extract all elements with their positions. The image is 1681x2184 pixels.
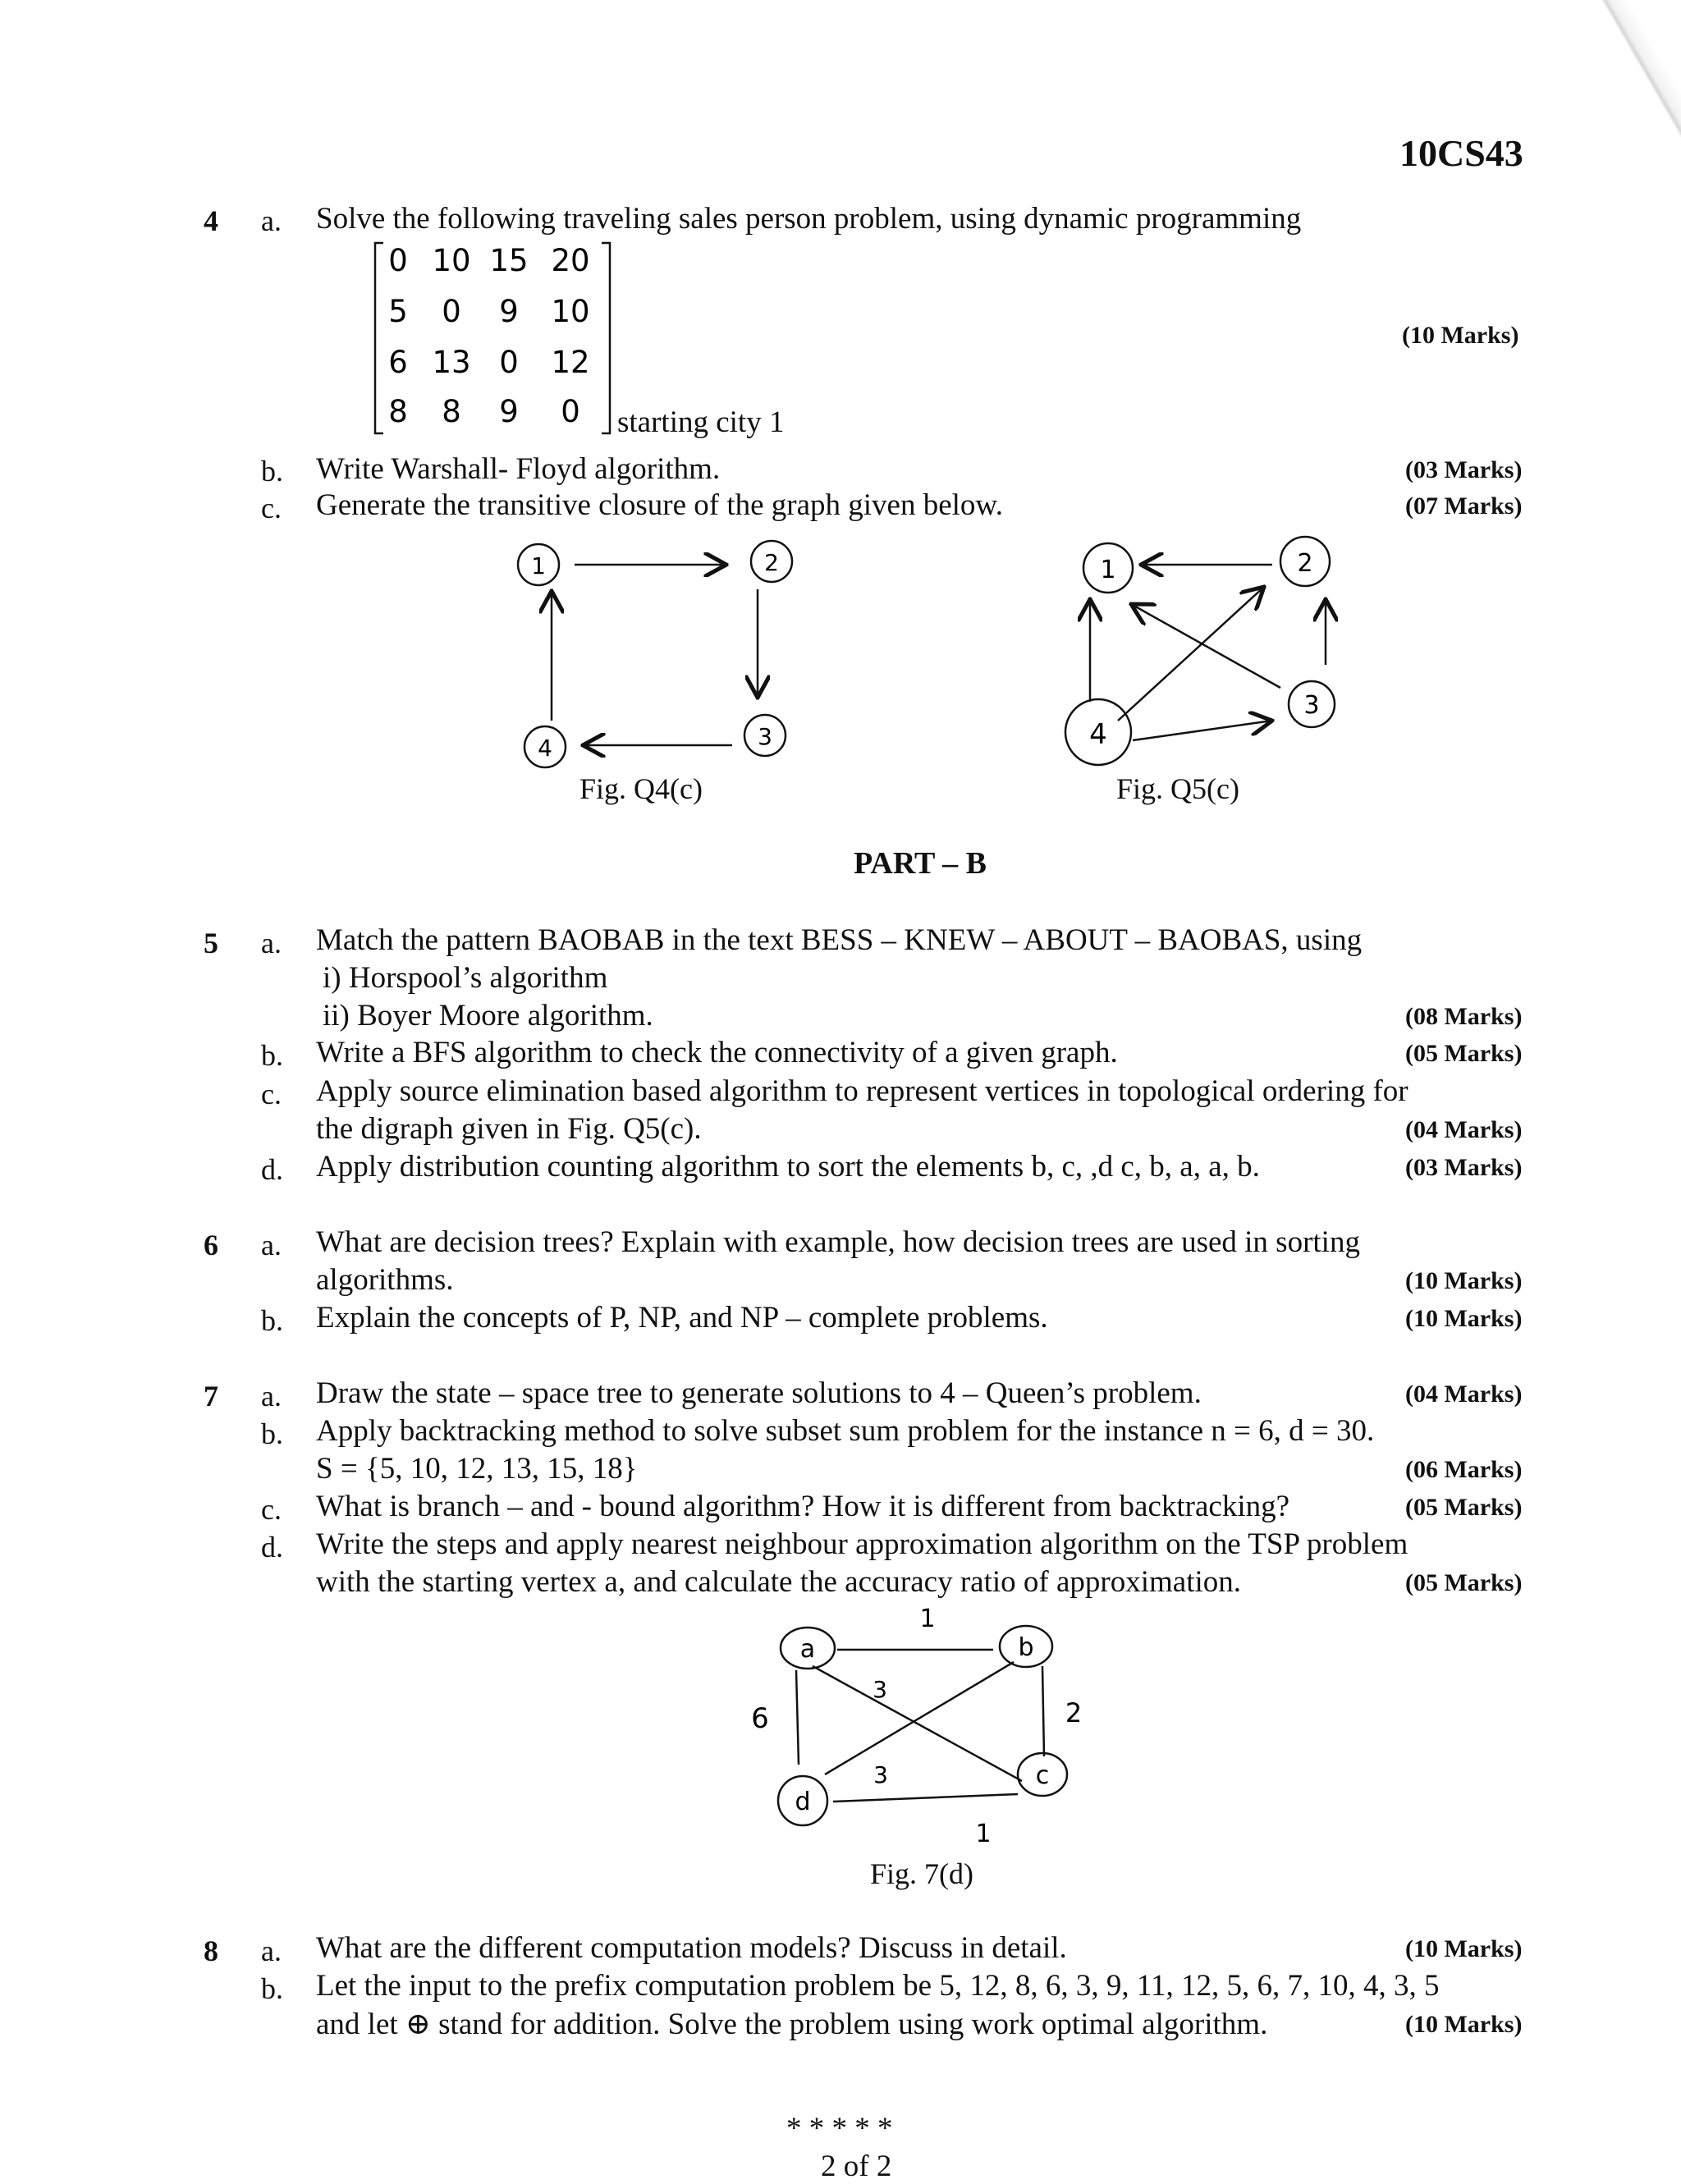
q7-b-line2: S = {5, 10, 12, 13, 15, 18}: [316, 1452, 638, 1486]
q5-b-text: Write a BFS algorithm to check the connectivity of a given graph.: [316, 1036, 1118, 1069]
edge-a-d: [796, 1670, 799, 1765]
q5-d-letter: d.: [261, 1153, 283, 1186]
q4-a-letter: a.: [261, 204, 282, 237]
question-6-number: 6: [204, 1229, 218, 1261]
q5-d-marks: (03 Marks): [1405, 1154, 1523, 1181]
weight-a-d: 6: [751, 1702, 769, 1735]
edge-b-d: [825, 1662, 1014, 1774]
svg-text:1: 1: [531, 552, 546, 579]
tsp-cost-matrix: [373, 240, 620, 437]
q4-c-text: Generate the transitive closure of the graph given below.: [316, 488, 1003, 522]
footer-page-number: 2 of 2: [821, 2150, 892, 2183]
node-1: [1083, 543, 1133, 593]
question-7-number: 7: [204, 1380, 218, 1413]
q7-d-marks: (05 Marks): [1405, 1569, 1523, 1596]
q4-c-marks: (07 Marks): [1405, 492, 1523, 520]
svg-text:3: 3: [1303, 691, 1320, 720]
q8-a-letter: a.: [261, 1934, 282, 1967]
q4-b-marks: (03 Marks): [1405, 456, 1523, 483]
svg-text:b: b: [1018, 1633, 1034, 1662]
figure-7d-graph: [722, 1600, 1108, 1847]
matrix-cell: 0: [388, 243, 408, 278]
weight-a-b: 1: [919, 1605, 936, 1633]
matrix-cell: 10: [432, 243, 471, 278]
q5-a-marks: (08 Marks): [1405, 1003, 1523, 1030]
figure-q4c-graph: [492, 525, 821, 771]
svg-text:c: c: [1035, 1761, 1050, 1790]
q5-c-marks: (04 Marks): [1405, 1116, 1523, 1143]
q5-c-line1: Apply source elimination based algorithm to represent vertices in topological ordering for: [316, 1074, 1408, 1108]
edge-b-c: [1042, 1666, 1044, 1756]
matrix-cell: 20: [551, 243, 590, 278]
node-4: [524, 726, 566, 767]
svg-text:2: 2: [1297, 549, 1313, 578]
matrix-cell: 0: [499, 345, 519, 380]
svg-text:d: d: [795, 1788, 811, 1816]
figure-q5c-graph: [1010, 525, 1379, 771]
q5-c-line2: the digraph given in Fig. Q5(c).: [316, 1112, 702, 1146]
q7-a-marks: (04 Marks): [1405, 1380, 1523, 1408]
node-2: [1280, 537, 1330, 586]
q7-a-text: Draw the state – space tree to generate solutions to 4 – Queen’s problem.: [316, 1376, 1202, 1410]
svg-text:4: 4: [1089, 718, 1107, 751]
q4-b-text: Write Warshall- Floyd algorithm.: [316, 452, 721, 486]
q7-a-letter: a.: [261, 1380, 282, 1413]
course-code: 10CS43: [1399, 132, 1523, 174]
q8-a-marks: (10 Marks): [1405, 1935, 1523, 1962]
svg-text:1: 1: [1100, 556, 1116, 584]
q5-a-line3: ii) Boyer Moore algorithm.: [323, 999, 653, 1032]
matrix-cell: 5: [388, 294, 408, 329]
svg-text:4: 4: [538, 735, 552, 762]
q5-d-text: Apply distribution counting algorithm to sort the elements b, c, ,d c, b, a, a, b.: [316, 1150, 1260, 1184]
q7-c-letter: c.: [261, 1493, 282, 1526]
node-a: [781, 1628, 835, 1669]
figure-q4c-caption: Fig. Q4(c): [579, 772, 703, 805]
q7-c-text: What is branch – and - bound algorithm? How it is different from backtracking?: [316, 1490, 1290, 1523]
matrix-cell: 0: [442, 294, 461, 329]
q8-b-line2: and let ⊕ stand for addition. Solve the problem using work optimal algorithm.: [316, 2008, 1268, 2041]
q5-a-line2: i) Horspool’s algorithm: [323, 961, 608, 995]
q7-b-line1: Apply backtracking method to solve subset sum problem for the instance n = 6, d = 30.: [316, 1414, 1375, 1448]
q7-b-letter: b.: [261, 1417, 283, 1450]
q6-a-line2: algorithms.: [316, 1263, 454, 1297]
svg-text:3: 3: [758, 723, 772, 750]
question-4-number: 4: [204, 204, 218, 237]
page-corner-fold: [1584, 0, 1681, 140]
matrix-cell: 10: [551, 294, 590, 329]
q4-a-note: starting city 1: [617, 405, 785, 439]
node-3: [744, 715, 786, 756]
question-5-number: 5: [204, 927, 218, 959]
edge-4-2: [1118, 587, 1264, 721]
figure-q5c-caption: Fig. Q5(c): [1116, 772, 1239, 805]
q5-b-letter: b.: [261, 1039, 283, 1072]
node-b: [1000, 1626, 1052, 1667]
weight-b-c: 2: [1065, 1697, 1083, 1728]
q5-c-letter: c.: [261, 1078, 282, 1110]
q4-c-letter: c.: [261, 492, 282, 524]
footer-stars: * * * * *: [786, 2112, 893, 2145]
matrix-cell: 8: [388, 394, 408, 429]
q6-a-marks: (10 Marks): [1405, 1267, 1523, 1294]
q7-d-line1: Write the steps and apply nearest neighbour approximation algorithm on the TSP problem: [316, 1527, 1408, 1561]
node-d: [778, 1776, 827, 1825]
q7-d-letter: d.: [261, 1531, 283, 1564]
q8-a-text: What are the different computation models? Discuss in detail.: [316, 1931, 1067, 1965]
q5-b-marks: (05 Marks): [1405, 1040, 1523, 1067]
part-b-heading: PART – B: [854, 846, 987, 881]
q4-a-marks: (10 Marks): [1402, 322, 1519, 349]
q8-b-line1: Let the input to the prefix computation problem be 5, 12, 8, 6, 3, 9, 11, 12, 5, 6, 7, 10, 4, 3, 5: [316, 1969, 1440, 2003]
matrix-cell: 13: [432, 345, 471, 380]
matrix-right-bracket: [602, 243, 610, 433]
edge-d-c: [833, 1794, 1018, 1802]
figure-7d-caption: Fig. 7(d): [870, 1857, 973, 1890]
q6-a-line1: What are decision trees? Explain with example, how decision trees are used in sorting: [316, 1225, 1360, 1259]
q7-d-line2: with the starting vertex a, and calculate the accuracy ratio of approximation.: [316, 1565, 1242, 1599]
q7-b-marks: (06 Marks): [1405, 1456, 1523, 1483]
edge-3-1: [1131, 604, 1280, 688]
q8-b-marks: (10 Marks): [1405, 2011, 1523, 2038]
matrix-cell: 9: [499, 294, 519, 329]
matrix-cell: 9: [499, 394, 519, 429]
matrix-cell: 6: [388, 345, 408, 380]
q5-a-letter: a.: [261, 927, 282, 959]
q6-b-marks: (10 Marks): [1405, 1305, 1523, 1332]
matrix-cell: 8: [442, 394, 461, 429]
q7-c-marks: (05 Marks): [1405, 1494, 1523, 1521]
q6-a-letter: a.: [261, 1229, 282, 1261]
q4-a-text: Solve the following traveling sales person problem, using dynamic programming: [316, 202, 1302, 236]
matrix-cell: 12: [551, 345, 590, 380]
svg-text:2: 2: [764, 549, 779, 576]
question-8-number: 8: [204, 1934, 218, 1967]
q5-a-line1: Match the pattern BAOBAB in the text BESS – KNEW – ABOUT – BAOBAS, using: [316, 923, 1363, 957]
q6-b-letter: b.: [261, 1304, 283, 1337]
edge-4-3: [1133, 721, 1272, 740]
svg-text:a: a: [799, 1635, 816, 1664]
matrix-cell: 0: [561, 394, 580, 429]
q8-b-letter: b.: [261, 1972, 283, 2005]
q6-b-text: Explain the concepts of P, NP, and NP – complete problems.: [316, 1301, 1048, 1335]
weight-b-d: 3: [873, 1761, 888, 1788]
q4-b-letter: b.: [261, 455, 283, 488]
node-2: [751, 541, 792, 582]
weight-d-c: 1: [975, 1820, 992, 1847]
weight-a-c: 3: [873, 1676, 887, 1703]
node-1: [518, 544, 559, 585]
node-c: [1018, 1753, 1067, 1796]
node-3: [1289, 681, 1335, 727]
matrix-cell: 15: [489, 243, 529, 278]
matrix-left-bracket: [375, 243, 383, 433]
node-4: [1065, 699, 1131, 765]
